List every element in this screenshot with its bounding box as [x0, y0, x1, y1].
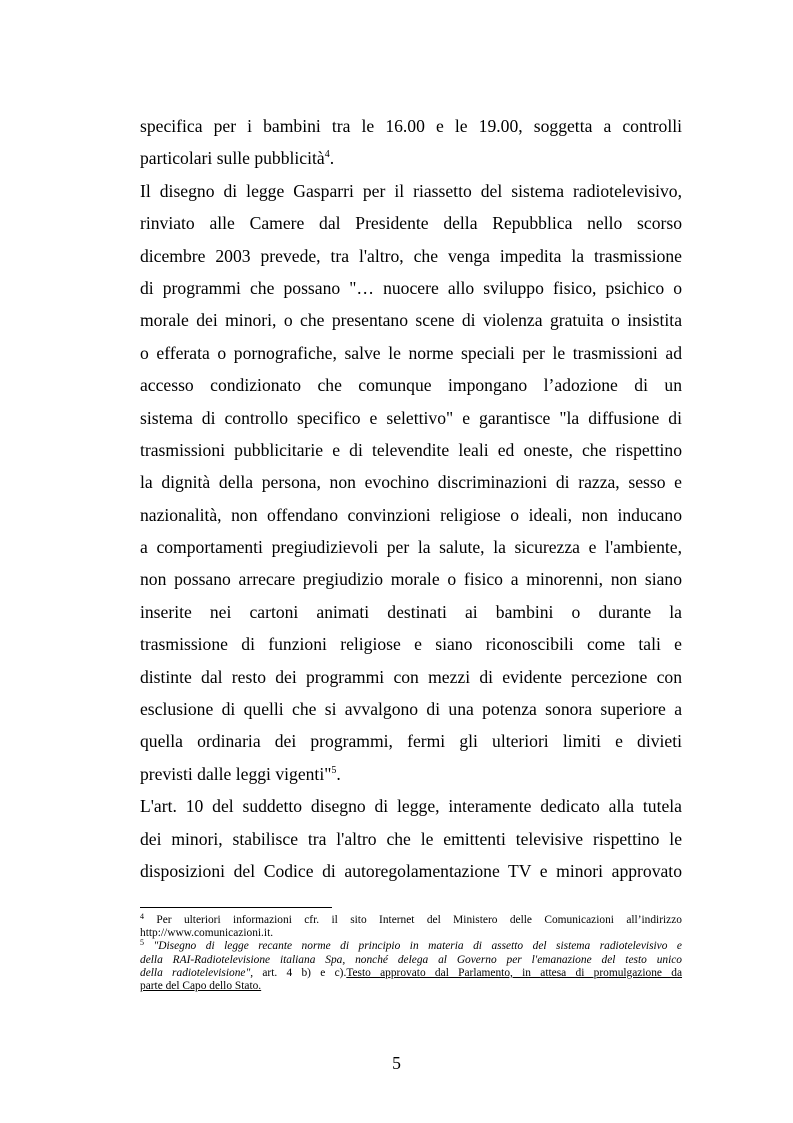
text-fragment: . [329, 148, 335, 169]
text-line: di programmi che possano "… nuocere allo sviluppo fisico, psichico o [140, 277, 682, 298]
footnote-line [140, 967, 682, 980]
text-line: rinviato alle Camere dal Presidente della Repubblica nello scorso [140, 213, 682, 234]
text-fragment: previsti dalle leggi vigenti" [140, 763, 332, 784]
footnote-text: Per ulteriori informazioni cfr. il sito Internet del Ministero delle Comunicazioni all’indirizzo [144, 914, 682, 926]
text-line: nazionalità, non offendano convinzioni religiose o ideali, non inducano [140, 504, 682, 525]
text-line: L'art. 10 del suddetto disegno di legge, interamente dedicato alla tutela [140, 796, 682, 817]
text-line: morale dei minori, o che presentano scene di violenza gratuita o insistita [140, 310, 682, 331]
text-line: esclusione di quelli che si avvalgono di una potenza sonora superiore a [140, 699, 682, 720]
footnote-5 [140, 940, 682, 953]
text-line: la dignità della persona, non evochino discriminazioni di razza, sesso e [140, 472, 682, 493]
footnote-number: 5 [140, 938, 144, 948]
text-line: inserite nei cartoni animati destinati ai bambini o durante la [140, 601, 682, 622]
text-line: distinte dal resto dei programmi con mezzi di evidente percezione con [140, 666, 682, 687]
footnote-ref-4[interactable]: 4 [324, 149, 330, 161]
footnote-text: parte del Capo dello Stato. [140, 979, 262, 992]
footnote-text: della radiotelevisione" [140, 966, 251, 979]
footnote-4 [140, 914, 682, 927]
footnote-text: della RAI-Radiotelevisione italiana Spa, nonché delega al Governo per l'emanazione del testo unico [140, 953, 682, 966]
text-fragment: particolari sulle pubblicità [140, 148, 325, 169]
footnote-line [140, 980, 682, 993]
footnote-separator [140, 907, 332, 908]
text-line [140, 142, 682, 174]
text-line: specifica per i bambini tra le 16.00 e le 19.00, soggetta a controlli [140, 116, 682, 136]
footnote-text: Testo approvato dal Parlamento, in attesa di promulgazione da [346, 966, 683, 979]
text-fragment: . [336, 763, 341, 784]
text-line: dicembre 2003 prevede, tra l'altro, che venga impedita la trasmissione [140, 245, 682, 266]
text-line: dei minori, stabilisce tra l'altro che le emittenti televisive rispettino le [140, 828, 682, 849]
footnote-ref-5[interactable]: 5 [331, 764, 337, 776]
footnote-line [140, 954, 682, 967]
text-line: sistema di controllo specifico e selettivo" e garantisce "la diffusione di [140, 407, 682, 428]
text-line: o efferata o pornografiche, salve le norme speciali per le trasmissioni ad [140, 342, 682, 363]
page-number: 5 [392, 1053, 401, 1073]
footnote-number: 4 [140, 912, 144, 921]
footnote-text: , art. 4 b) e c). [250, 966, 347, 979]
text-line [140, 758, 682, 790]
text-line: Il disegno di legge Gasparri per il riassetto del sistema radiotelevisivo, [140, 180, 682, 201]
footnote-4-link[interactable]: http://www.comunicazioni.it. [140, 927, 274, 940]
text-line: quella ordinaria dei programmi, fermi gli ulteriori limiti e divieti [140, 731, 682, 752]
text-line: a comportamenti pregiudizievoli per la salute, la sicurezza e l'ambiente, [140, 537, 682, 558]
text-line: disposizioni del Codice di autoregolamentazione TV e minori approvato [140, 860, 682, 881]
text-line: trasmissione di funzioni religiose e siano riconoscibili come tali e [140, 634, 682, 655]
text-line: accesso condizionato che comunque impongano l’adozione di un [140, 375, 682, 396]
footnote-text: "Disegno di legge recante norme di principio in materia di assetto del sistema radiotelevisivo e [144, 940, 682, 953]
text-line: non possano arrecare pregiudizio morale o fisico a minorenni, non siano [140, 569, 682, 590]
footnotes [140, 914, 682, 993]
body-text [140, 110, 682, 887]
text-line: trasmissioni pubblicitarie e di televendite leali ed oneste, che rispettino [140, 439, 682, 460]
